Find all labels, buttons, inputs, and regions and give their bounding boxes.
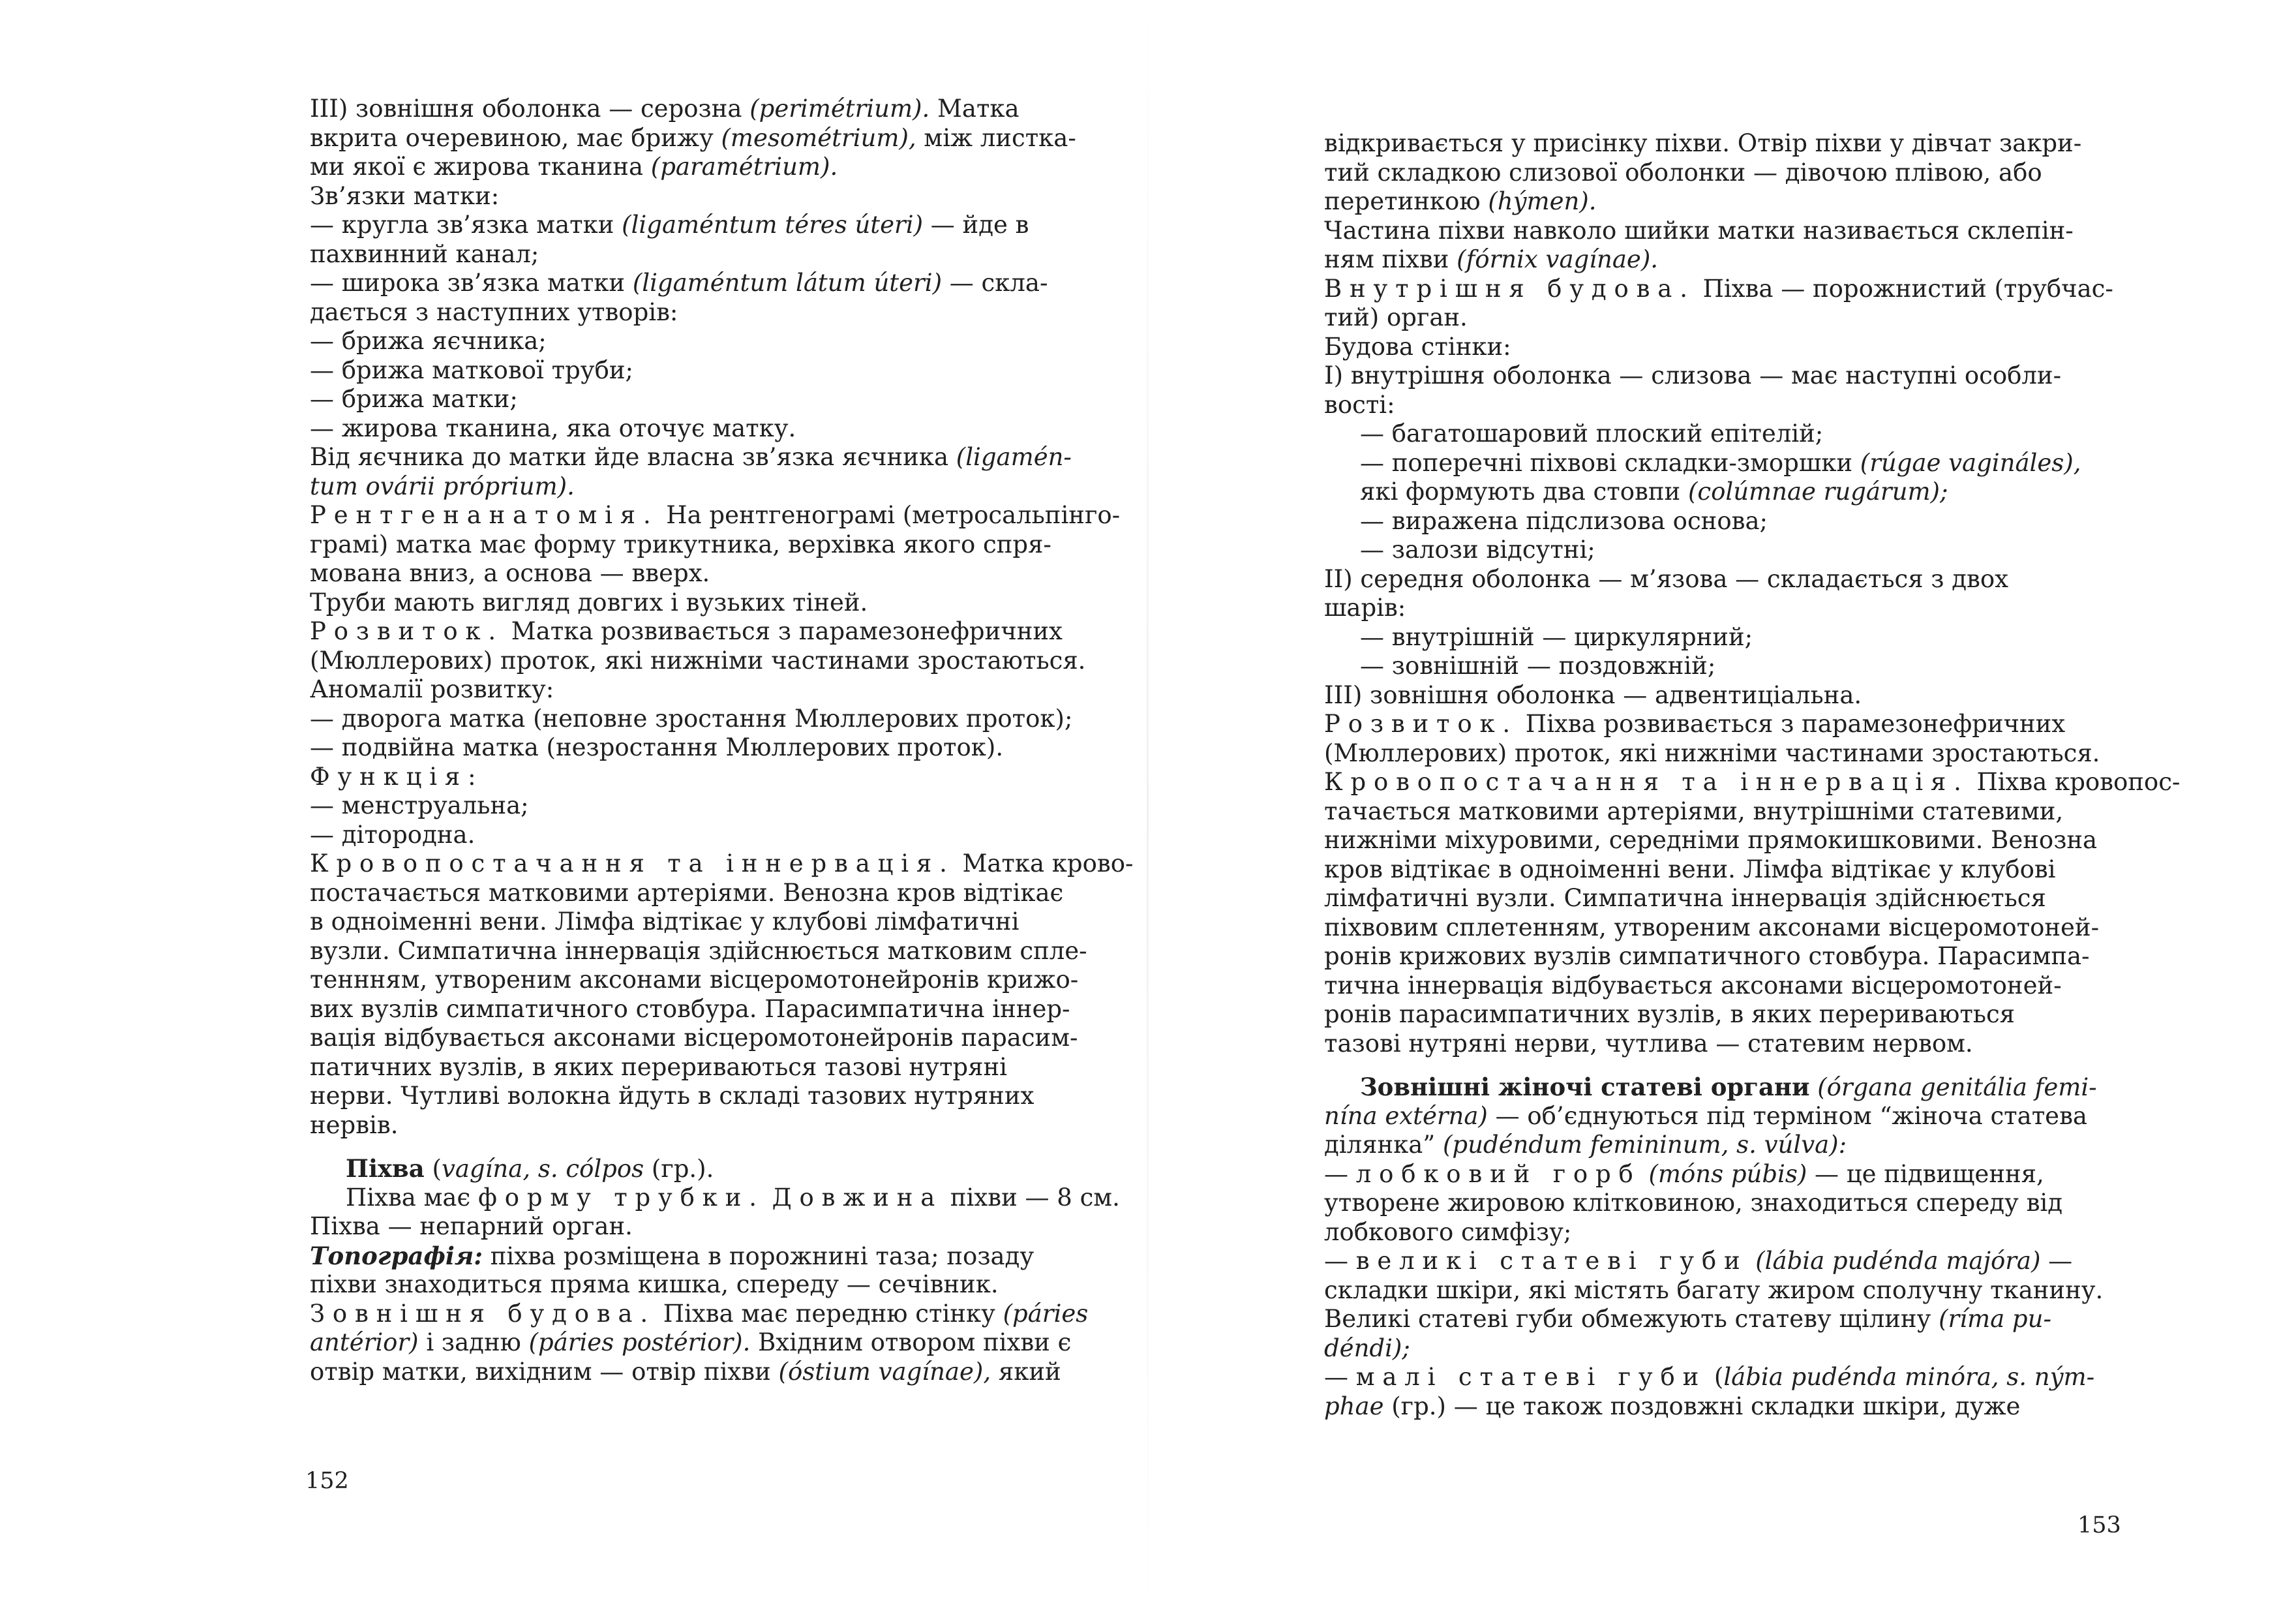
text-segment: nína extérna) [1324,1101,1488,1130]
text-line [310,472,1125,502]
text-line [1324,1131,2159,1160]
text-segment: Будова стінки: [1324,332,1511,361]
text-segment: малі статеві губи [1355,1363,1707,1391]
text-line [310,1212,1125,1242]
text-segment: кров відтікає в одноіменні вени. Лімфа відтікає у клубові [1324,855,2056,883]
text-line [1324,710,2159,739]
text-segment: грамі) матка має форму трикутника, верхівка якого спря- [310,530,1051,558]
text-segment: Топографія: [310,1241,483,1270]
text-line [310,530,1125,560]
text-segment: (ligaméntum látum úteri) [632,269,943,297]
text-segment: нервів. [310,1110,399,1139]
text-segment: — скла- [942,269,1048,297]
text-segment: (hýmen). [1488,187,1597,215]
text-segment: вація відбувається аксонами вісцеромотонейронів парасим- [310,1024,1078,1052]
text-segment: — брижа матки; [310,385,518,413]
text-line [310,1111,1125,1140]
text-line [1324,1073,2159,1102]
text-segment: — [1324,1247,1356,1275]
text-line [1324,594,2159,623]
text-line [1324,333,2159,362]
text-segment: постачається матковими артеріями. Венозна кров відтікає [310,878,1064,907]
text-segment: (lábia pudénda majóra) [1755,1247,2041,1275]
text-segment: Матка [929,95,1020,123]
text-line [310,1328,1125,1358]
text-line [1324,971,2159,1001]
right-page-text [1324,129,2181,1421]
text-segment: перетинкою [1324,187,1488,215]
text-segment: déndi); [1324,1334,1410,1362]
text-line [1324,1247,2159,1276]
text-segment: теннням, утвореним аксонами вісцеромотонейронів крижо- [310,966,1079,994]
text-line [1324,797,2159,827]
text-segment: вкрита очеревиною, має брижу [310,123,721,152]
text-segment: — [1324,1363,1356,1391]
text-segment [1809,1073,1817,1101]
text-segment: Вхідним отвором піхви є [750,1328,1072,1356]
text-line [310,1242,1125,1271]
text-line [310,1270,1125,1300]
left-page-text [310,95,1134,1386]
text-segment: (colúmnae rugárum); [1687,478,1948,506]
text-line [1324,1102,2159,1131]
text-segment: — подвійна матка (незростання Мюллерових проток). [310,733,1004,761]
text-line [1324,478,2159,507]
text-segment: тий складкою слизової оболонки — дівочою плівою, або [1324,158,2042,187]
text-segment: відкривається у присінку піхви. Отвір піхви у дівчат закри- [1324,129,2082,157]
text-segment: tum ovárii próprium). [310,472,575,500]
text-line [310,356,1125,386]
text-line [310,1024,1125,1053]
text-line [310,791,1125,821]
text-segment: Піхва розвивається з парамезонефричних [1518,710,2066,738]
text-line [1324,681,2159,710]
text-segment: (mesométrium), [721,123,916,152]
text-line [310,327,1125,356]
text-line [310,763,1125,792]
text-segment: форму трубки. [477,1183,764,1212]
text-segment: Розвиток. [310,617,504,645]
text-segment: піхва розміщена в порожнині таза; позаду [482,1242,1035,1270]
text-line [1324,361,2159,391]
text-line [310,269,1125,298]
text-segment: (perimétrium). [749,95,930,123]
text-line [310,821,1125,850]
text-segment: піхви знаходиться пряма кишка, спереду — сечівник. [310,1270,999,1298]
text-line [310,124,1125,153]
text-segment: Піхва — непарний орган. [310,1212,633,1240]
text-segment: — брижа яєчника; [310,327,547,355]
text-line [310,588,1125,618]
text-segment: лобковий горб [1355,1159,1641,1188]
text-segment: (гр.). [644,1155,714,1183]
text-segment: піхви — 8 см. [943,1183,1120,1212]
text-line [310,705,1125,734]
text-line [1324,449,2159,478]
text-line [1324,391,2159,420]
text-segment: — менструальна; [310,791,529,819]
text-segment: між листка- [916,123,1076,152]
text-segment: Рентгенанатомія. [310,501,659,529]
page-number-right: 153 [2077,1512,2121,1538]
text-line [1324,159,2159,188]
text-line [1324,1160,2159,1189]
page-number-left: 152 [305,1468,349,1494]
text-line [310,617,1125,647]
text-line [310,879,1125,908]
text-segment: — залози відсутні; [1360,536,1595,564]
text-segment: — об’єднуються під терміном “жіноча статева [1487,1101,2087,1130]
text-segment: — йде в [923,211,1029,239]
text-line [1324,652,2159,681]
text-line [310,733,1125,763]
text-segment: які формують два стовпи [1360,478,1688,506]
text-segment: (móns púbis) [1648,1159,1807,1188]
text-segment: Піхва кровопос- [1969,768,2181,796]
text-segment: Матка крово- [954,849,1134,878]
text-segment: і задню [418,1328,529,1356]
text-segment: ( [1706,1363,1724,1391]
text-segment: — [1324,1159,1356,1188]
text-segment: На рентгенограмі (метросальпінго- [658,501,1121,529]
text-segment: (гр.) — це також поздовжні складки шкіри, дуже [1383,1392,2021,1420]
text-segment [764,1183,772,1212]
text-line [1324,768,2181,797]
text-segment: vagína, s. cólpos [441,1155,644,1183]
text-segment: (ríma pu- [1939,1305,2051,1333]
text-segment: вузли. Симпатична іннервація здійснюється матковим спле- [310,936,1087,965]
text-segment: ми якої є жирова тканина [310,153,651,181]
text-segment: Піхва [346,1154,425,1183]
text-segment: Частина піхви навколо шийки матки називається склепін- [1324,216,2074,245]
text-line [1324,1189,2159,1218]
text-segment: тазові нутряні нерви, чутлива — статевим нервом. [1324,1029,1973,1058]
text-segment: Кровопостачання та іннервація. [310,849,955,878]
text-segment: Матка розвивається з парамезонефричних [504,617,1063,645]
text-line [1324,1218,2159,1247]
text-line [310,937,1125,966]
text-segment: Піхва має передню стінку [656,1299,1003,1328]
text-segment [1747,1247,1755,1275]
text-segment: lábia pudénda minóra, s. ným- [1723,1363,2095,1391]
text-segment: утворене жировою клітковиною, знаходиться спереду від [1324,1189,2063,1217]
text-segment: шарів: [1324,594,1406,622]
text-segment: мована вниз, а основа — вверх. [310,559,710,587]
text-line [1324,1030,2159,1059]
text-segment: нижніми міхуровими, середніми прямокишковими. Венозна [1324,826,2098,854]
text-line [310,1183,1125,1213]
text-line [1324,536,2159,565]
text-segment: I) внутрішня оболонка — слизова — має наступні особли- [1324,361,2062,389]
text-segment: ділянка” [1324,1131,1443,1159]
text-line [1324,1392,2159,1422]
text-line [1324,129,2159,159]
text-line [310,443,1125,472]
text-segment: ронів крижових вузлів симпатичного стовбура. Парасимпа- [1324,942,2090,970]
text-line [1324,303,2159,333]
text-line [1324,913,2159,943]
paragraph-gap [310,1140,1125,1154]
text-line [310,908,1125,937]
text-line [310,385,1125,414]
text-line [1324,826,2159,855]
text-segment: — дітородна. [310,820,476,849]
text-segment: Піхва має [346,1183,478,1212]
text-line [310,966,1125,995]
text-segment: отвір матки, вихідним — отвір піхви [310,1357,779,1386]
text-line [310,675,1125,705]
text-line [310,240,1125,269]
text-segment: Кровопостачання та іннервація. [1324,768,1969,796]
text-line [1324,217,2159,246]
text-line [1324,1276,2159,1305]
text-line [1324,942,2159,971]
text-segment: — виражена підслизова основа; [1360,506,1768,535]
text-line [1324,623,2159,652]
text-segment: (órgana genitália femi- [1817,1073,2097,1101]
text-segment: дається з наступних утворів: [310,298,678,326]
text-segment: ням піхви [1324,245,1457,273]
text-segment: піхвовим сплетенням, утвореним аксонами вісцеромотоней- [1324,913,2100,941]
text-segment: тична іннервація відбувається аксонами вісцеромотоней- [1324,971,2062,1000]
text-segment: — це підвищення, [1807,1159,2044,1188]
text-segment: Зовнішня будова. [310,1299,656,1328]
text-line [1324,187,2159,217]
text-line [310,1300,1125,1329]
text-segment: вості: [1324,390,1395,419]
text-segment: Довжина [772,1183,943,1212]
text-segment: вих вузлів симпатичного стовбура. Парасимпатична іннер- [310,994,1070,1023]
text-segment: Від яєчника до матки йде власна зв’язка яєчника [310,443,956,471]
right-page [1148,0,2296,1618]
text-segment: (óstium vagínae), [778,1357,991,1386]
text-segment: — кругла зв’язка матки [310,211,622,239]
text-segment: тий) орган. [1324,303,1468,331]
text-segment: — брижа маткової труби; [310,356,633,384]
text-segment: ронів парасимпатичних вузлів, в яких перериваються [1324,1000,2016,1028]
text-segment: лобкового симфізу; [1324,1217,1572,1246]
text-line [310,647,1125,676]
text-segment: в одноіменні вени. Лімфа відтікає у клубові лімфатичні [310,908,1020,936]
text-line [1324,884,2159,913]
text-segment: (ligamén- [956,443,1072,471]
text-line [310,501,1125,530]
text-segment: який [991,1357,1061,1386]
text-line [1324,739,2159,769]
text-segment: патичних вузлів, в яких перериваються тазові нутряні [310,1052,1007,1081]
text-segment: Зв’язки матки: [310,181,500,210]
text-segment: Труби мають вигляд довгих і вузьких тіней. [310,588,868,617]
text-segment: (paramétrium). [650,153,838,181]
text-line [310,182,1125,211]
text-line [1324,1305,2159,1334]
text-segment: — жирова тканина, яка оточує матку. [310,414,796,442]
text-segment: (páries [1003,1299,1089,1328]
text-segment: лімфатичні вузли. Симпатична іннервація здійснюється [1324,884,2046,912]
text-line [1324,855,2159,885]
text-segment: пахвинний канал; [310,239,539,268]
text-segment: Функція: [310,762,484,791]
text-segment: ( [424,1155,442,1183]
text-line [310,298,1125,328]
book-spine [1147,0,1149,1618]
text-segment: Аномалії розвитку: [310,675,554,703]
text-segment [1641,1160,1649,1188]
text-line [1324,420,2159,449]
text-segment: III) зовнішня оболонка — серозна [310,95,750,123]
text-segment: великі статеві губи [1355,1247,1748,1275]
text-segment: Піхва — порожнистий (трубчас- [1695,274,2113,303]
text-segment: — широка зв’язка матки [310,269,633,297]
text-segment: складки шкіри, які містять багату жиром сполучну тканину. [1324,1275,2104,1304]
text-line [310,1154,1125,1183]
text-segment: (fórnix vagínae). [1457,245,1659,273]
text-segment: тачається матковими артеріями, внутрішніми статевими, [1324,797,2064,825]
text-line [310,1053,1125,1082]
text-segment: — багатошаровий плоский епітелій; [1360,420,1824,448]
text-line [310,1082,1125,1111]
text-line [1324,1334,2159,1364]
text-segment: II) середня оболонка — м’язова — складається з двох [1324,564,2009,593]
text-segment: (páries postérior). [528,1328,751,1356]
text-line [310,211,1125,240]
text-line [1324,1000,2159,1030]
text-line [1324,507,2159,536]
text-segment: phae [1324,1392,1384,1420]
text-segment: — поперечні піхвові складки-зморшки [1360,448,1860,477]
text-line [310,95,1125,124]
text-line [1324,245,2159,275]
text-line [1324,275,2159,304]
text-segment: (rúgae vagináles), [1860,448,2081,477]
text-segment: (ligaméntum téres úteri) [622,211,924,239]
text-segment: (Мюллерових) проток, які нижніми частинами зростаються. [1324,739,2100,767]
text-line [1324,1363,2159,1392]
text-segment: — внутрішній — циркулярний; [1360,622,1753,651]
text-line [310,1358,1125,1387]
text-segment: (Мюллерових) проток, які нижніми частинами зростаються. [310,646,1086,675]
text-segment: Великі статеві губи обмежують статеву щілину [1324,1305,1939,1333]
paragraph-gap [1324,1058,2159,1073]
text-line [310,153,1125,182]
text-segment: — [2040,1247,2073,1275]
text-segment: Розвиток. [1324,710,1518,738]
text-line [1324,565,2159,594]
text-segment: Зовнішні жіночі статеві органи [1360,1073,1810,1101]
text-segment: III) зовнішня оболонка — адвентиціальна. [1324,680,1862,709]
text-segment: (pudéndum femininum, s. vúlva): [1442,1131,1847,1159]
text-segment: нерви. Чутливі волокна йдуть в складі тазових нутряних [310,1082,1035,1110]
text-segment: Внутрішня будова. [1324,274,1695,303]
text-segment: antérior) [310,1328,419,1356]
text-segment: — зовнішній — поздовжній; [1360,652,1716,680]
text-segment: — дворога матка (неповне зростання Мюллерових проток); [310,704,1073,733]
text-line [310,849,1134,879]
text-line [310,559,1125,588]
text-line [310,414,1125,444]
text-line [310,995,1125,1024]
